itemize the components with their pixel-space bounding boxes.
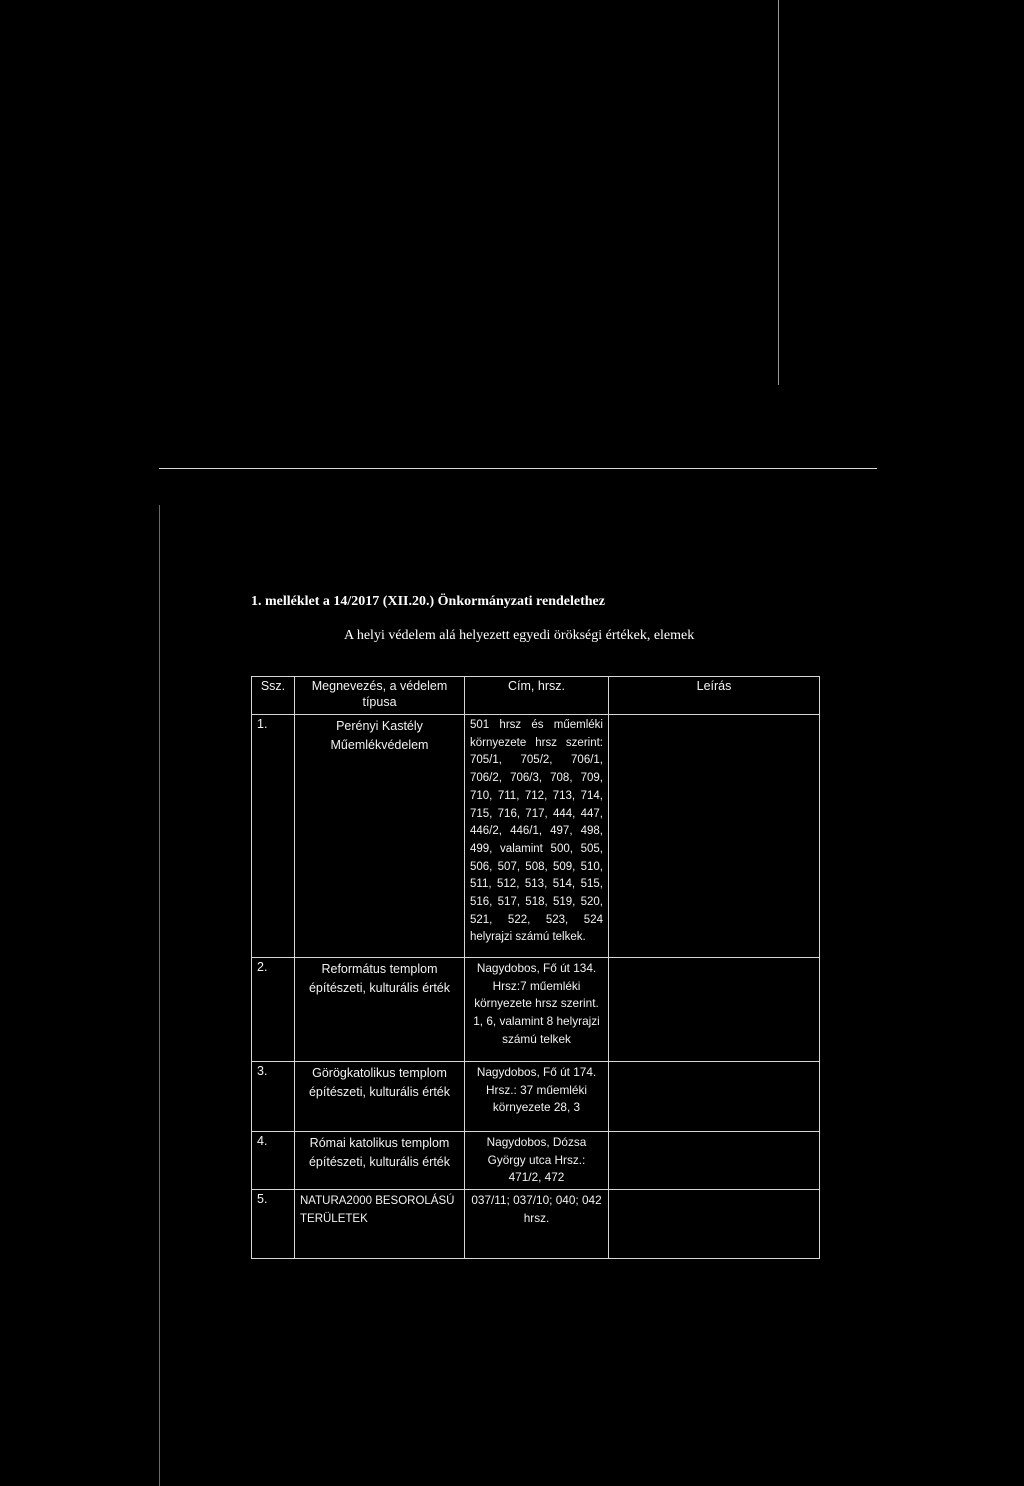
row-number: 4.	[252, 1132, 295, 1190]
row-number: 2.	[252, 958, 295, 1062]
row-description	[609, 1190, 820, 1259]
row-number: 5.	[252, 1190, 295, 1259]
row-name-cell	[295, 715, 465, 958]
table-row	[252, 958, 820, 1062]
col-header-address: Cím, hrsz.	[465, 677, 609, 715]
row-protection-type: Műemlékvédelem	[330, 737, 429, 752]
row-description	[609, 958, 820, 1062]
scan-line	[778, 0, 779, 385]
row-name: Perényi Kastély	[336, 719, 423, 733]
row-address-cell	[465, 1062, 609, 1132]
heritage-table	[251, 676, 820, 1259]
row-address-cell	[465, 715, 609, 958]
row-protection-type: építészeti, kulturális érték	[308, 1084, 451, 1099]
row-address: Nagydobos, Dózsa György utca Hrsz.: 471/2, 472	[486, 1135, 587, 1185]
row-name-cell	[295, 1062, 465, 1132]
annex-subtitle: A helyi védelem alá helyezett egyedi örökségi értékek, elemek	[344, 628, 695, 643]
col-header-name: Megnevezés, a védelem típusa	[295, 677, 465, 715]
table-row	[252, 1062, 820, 1132]
row-name: NATURA2000 BESOROLÁSÚ TERÜLETEK	[300, 1195, 455, 1226]
table-header-row	[252, 677, 820, 715]
row-name-cell	[295, 1190, 465, 1259]
row-address: Nagydobos, Fő út 174. Hrsz.: 37 műemléki környezete 28, 3	[476, 1065, 597, 1115]
row-number: 3.	[252, 1062, 295, 1132]
row-description	[609, 715, 820, 958]
row-description	[609, 1132, 820, 1190]
row-name: Római katolikus templom	[309, 1136, 450, 1150]
row-name: Görögkatolikus templom	[312, 1066, 447, 1080]
table-row	[252, 715, 820, 958]
row-name-cell	[295, 958, 465, 1062]
page-divider	[159, 468, 877, 469]
row-name: Református templom	[321, 962, 438, 976]
annex-title: 1. melléklet a 14/2017 (XII.20.) Önkormányzati rendelethez	[251, 594, 605, 609]
row-number: 1.	[252, 715, 295, 958]
row-address-cell	[465, 958, 609, 1062]
table-row	[252, 1132, 820, 1190]
row-address-cell	[465, 1132, 609, 1190]
row-protection-type: építészeti, kulturális érték	[308, 1154, 451, 1169]
row-address: Nagydobos, Fő út 134. Hrsz:7 műemléki környezete hrsz szerint. 1, 6, valamint 8 helyrajzi számú telkek	[473, 961, 600, 1046]
row-name-cell	[295, 1132, 465, 1190]
row-address: 501 hrsz és műemléki környezete hrsz szerint: 705/1, 705/2, 706/1, 706/2, 706/3, 708, 709, 710, 711, 712, 713, 714, 715, 716, 717, 444, 447, 446/2, 446/1, 497, 498, 499, valamint 500, 505, 506, 507, 508, 509, 510, 511, 512, 513, 514, 515, 516, 517, 518, 519, 520, 521, 522, 523, 524 helyrajzi számú telkek.	[470, 719, 603, 944]
table-row	[252, 1190, 820, 1259]
row-description	[609, 1062, 820, 1132]
row-address-cell	[465, 1190, 609, 1259]
col-header-ssz: Ssz.	[252, 677, 295, 715]
scan-line	[159, 505, 160, 1486]
row-address: 037/11; 037/10; 040; 042 hrsz.	[471, 1193, 602, 1225]
row-protection-type: építészeti, kulturális érték	[308, 980, 451, 995]
col-header-description: Leírás	[609, 677, 820, 715]
